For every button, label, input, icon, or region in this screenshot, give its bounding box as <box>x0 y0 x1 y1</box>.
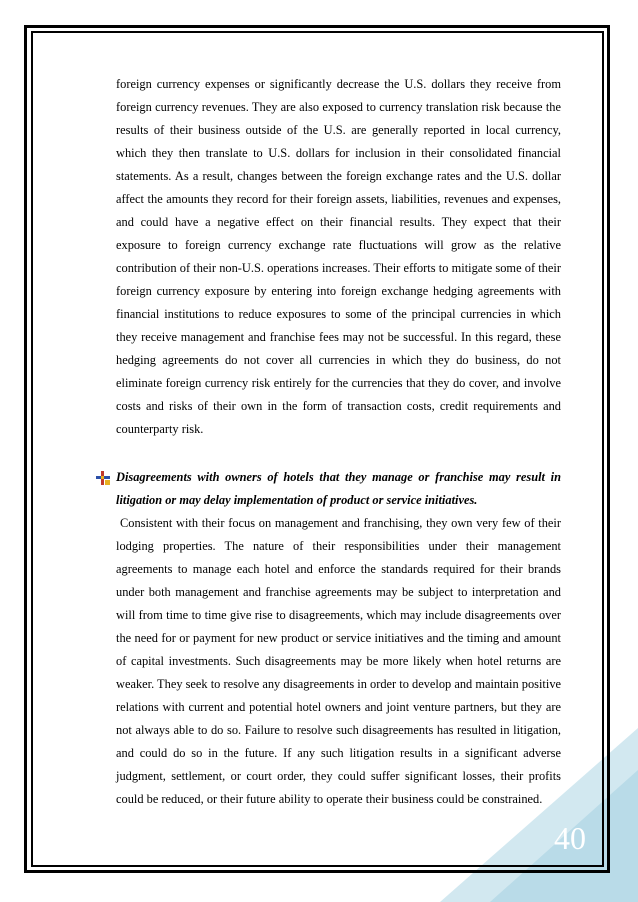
bullet-plus-icon <box>95 470 111 486</box>
body-paragraph: Consistent with their focus on management and franchising, they own very few of their lodging properties. The nature of their responsibilities under their management agreements to manage each hotel and enforce the standards required for their brands under both management and franchise agreements may be subject to interpretation and will from time to time give rise to disagreements, which may include disagreements over the need for or payment for new product or service initiatives and the timing and amount of capital investments. Such disagreements may be more likely when hotel returns are weaker. They seek to resolve any disagreements in order to develop and maintain positive relations with current and potential hotel owners and joint venture partners, but they are not always able to do so. Failure to resolve such disagreements has resulted in litigation, and could do so in the future. If any such litigation results in a significant adverse judgment, settlement, or court order, they could suffer significant losses, their profits could be reduced, or their future ability to operate their business could be constrained. <box>116 516 562 806</box>
paragraph-gap <box>116 441 561 466</box>
section-heading-block <box>116 466 561 512</box>
body-paragraph: foreign currency expenses or significantly decrease the U.S. dollars they receive from foreign currency revenues. They are also exposed to currency translation risk because the results of their business outside of the U.S. are generally reported in local currency, which they then translate to U.S. dollars for inclusion in their consolidated financial statements. As a result, changes between the foreign exchange rates and the U.S. dollar affect the amounts they record for their foreign assets, liabilities, revenues and expenses, and could have a negative effect on their financial results. They expect that their exposure to foreign currency exchange rate fluctuations will grow as the relative contribution of their non-U.S. operations increases. Their efforts to mitigate some of their foreign currency exposure by entering into foreign exchange hedging agreements with financial institutions to reduce exposures to some of the principal currencies in which they receive management and franchise fees may not be successful. In this regard, these hedging agreements do not cover all currencies in which they do business, do not eliminate foreign currency risk entirely for the currencies that they do cover, and involve costs and risks of their own in the form of transaction costs, credit requirements and counterparty risk. <box>116 77 561 436</box>
page-number: 40 <box>554 820 586 856</box>
document-body <box>116 73 561 811</box>
section-heading: Disagreements with owners of hotels that they manage or franchise may result in litigation or may delay implementation of product or service initiatives. <box>116 470 561 507</box>
